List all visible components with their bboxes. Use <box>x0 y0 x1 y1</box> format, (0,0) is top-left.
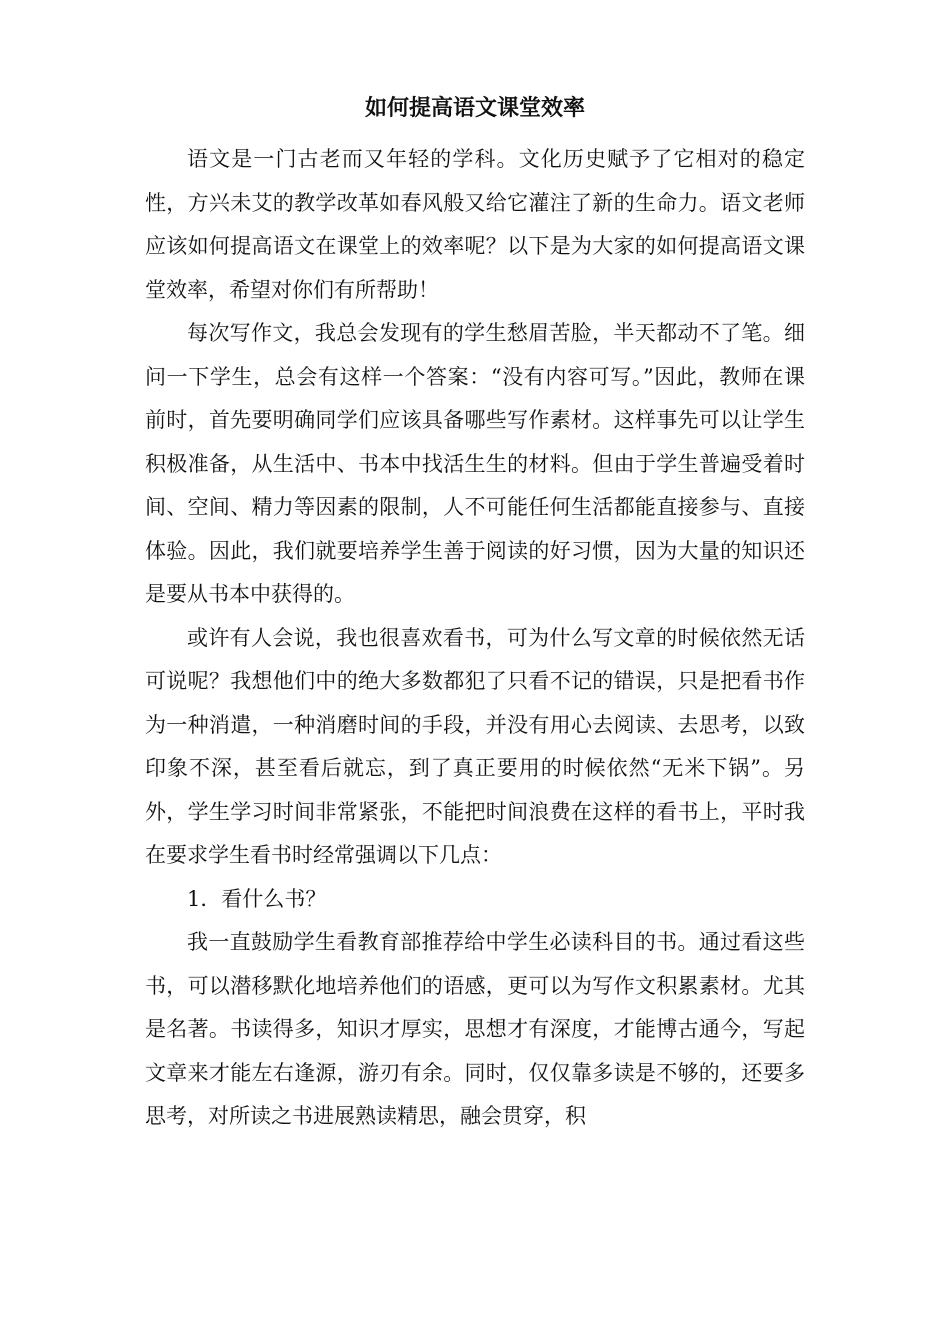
paragraph-writing-material: 每次写作文，我总会发现有的学生愁眉苦脸，半天都动不了笔。细问一下学生，总会有这样一个答案：“没有内容可写。”因此，教师在课前时，首先要明确同学们应该具备哪些写作素材。这样事先可以让学生积极准备，从生活中、书本中找活生生的材料。但由于学生普遍受着时间、空间、精力等因素的限制，人不可能任何生活都能直接参与、直接体验。因此，我们就要培养学生善于阅读的好习惯，因为大量的知识还是要从书本中获得的。 <box>145 321 805 606</box>
paragraph-recommended-books: 我一直鼓励学生看教育部推荐给中学生必读科目的书。通过看这些书，可以潜移默化地培养他们的语感，更可以为写作文积累素材。尤其是名著。书读得多，知识才厚实，思想才有深度，才能博古通今，写起文章来才能左右逢源，游刃有余。同时，仅仅靠多读是不够的，还要多思考，对所读之书进展熟读精思，融会贯穿，积 <box>145 930 805 1128</box>
paragraph-reading-habits: 或许有人会说，我也很喜欢看书，可为什么写文章的时候依然无话可说呢？我想他们中的绝大多数都犯了只看不记的错误，只是把看书作为一种消遣，一种消磨时间的手段，并没有用心去阅读、去思考，以致印象不深，甚至看后就忘，到了真正要用的时候依然“无米下锅”。另外，学生学习时间非常紧张，不能把时间浪费在这样的看书上，平时我在要求学生看书时经常强调以下几点： <box>145 625 805 867</box>
paragraph-heading-what-to-read: 1．看什么书？ <box>187 886 327 911</box>
paragraph-intro: 语文是一门古老而又年轻的学科。文化历史赋予了它相对的稳定性，方兴未艾的教学改革如春风般又给它灌注了新的生命力。语文老师应该如何提高语文在课堂上的效率呢？以下是为大家的如何提高语文课堂效率，希望对你们有所帮助！ <box>145 147 805 302</box>
document-title: 如何提高语文课堂效率 <box>364 95 585 121</box>
document-body <box>145 138 805 1139</box>
